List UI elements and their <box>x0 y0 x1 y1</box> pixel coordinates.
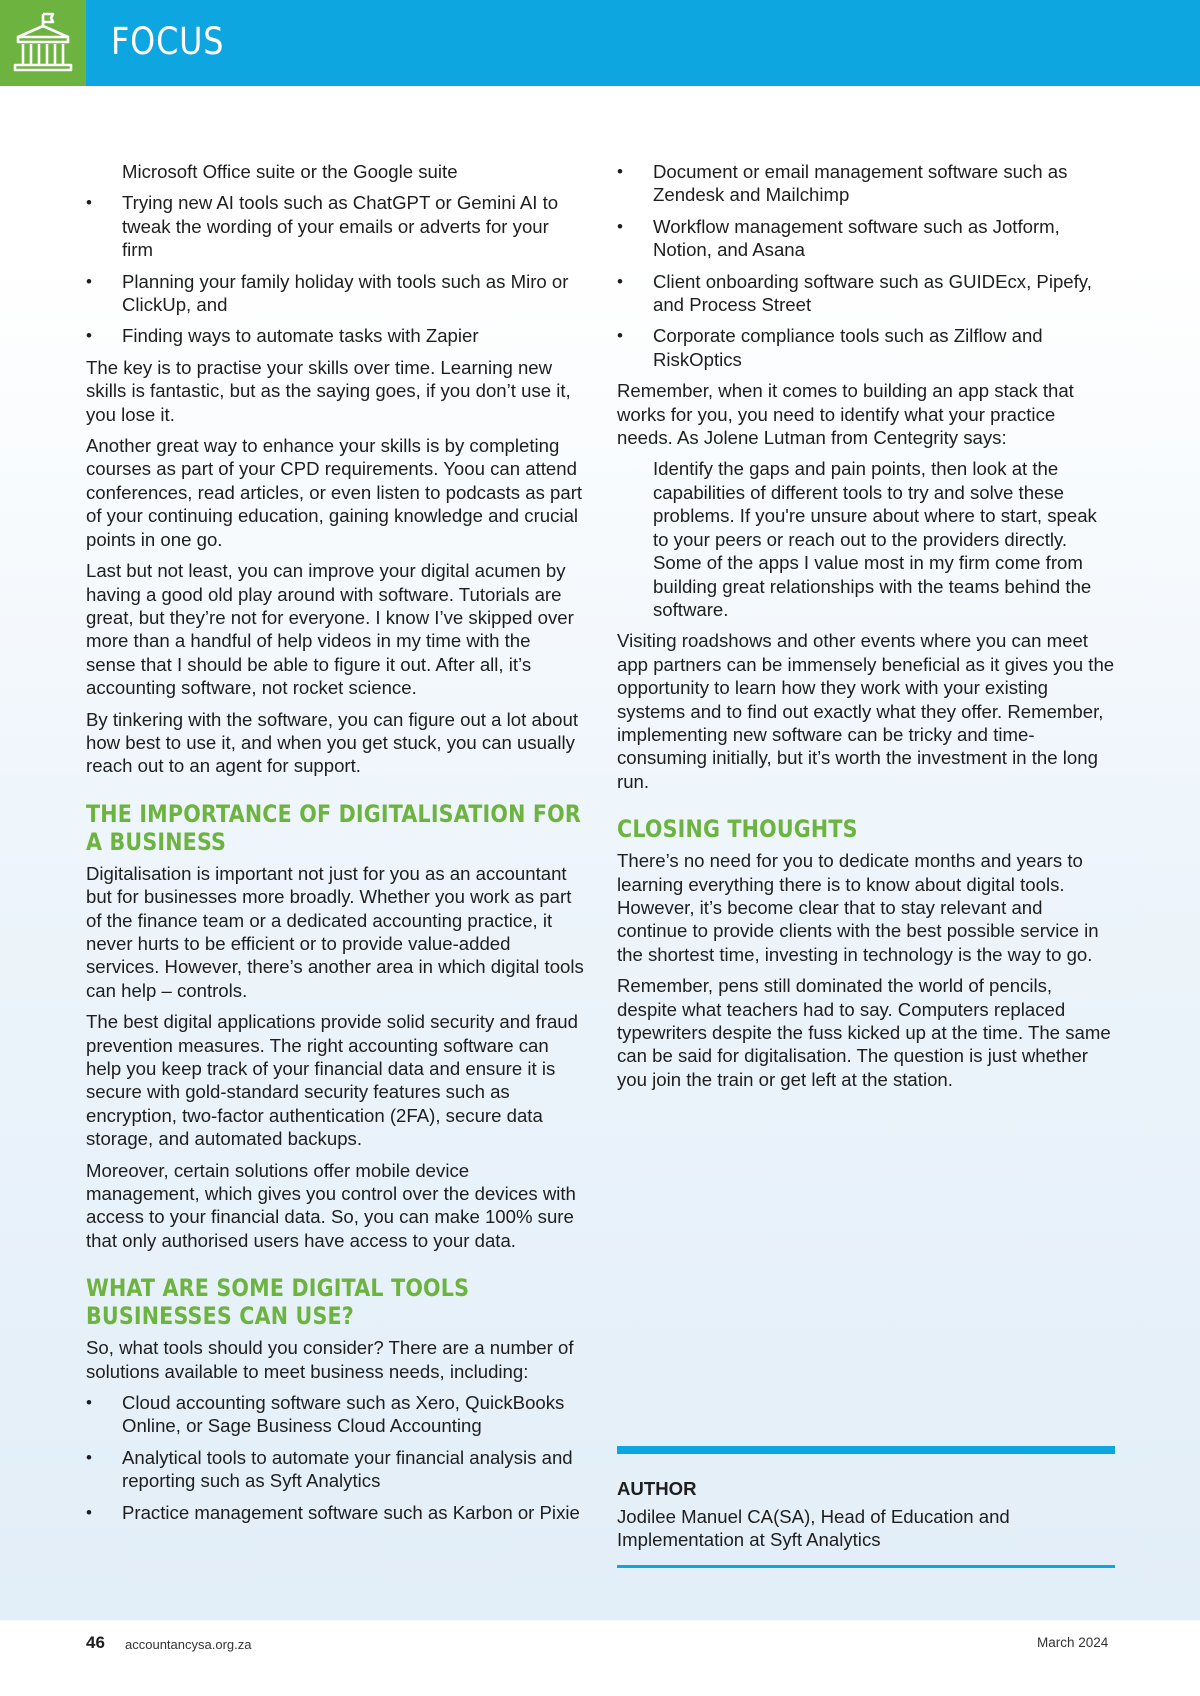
list-item: • Trying new AI tools such as ChatGPT or Gemini AI to tweak the wording of your emails or adverts for your firm <box>86 191 584 261</box>
body-paragraph: Digitalisation is important not just for you as an accountant but for businesses more broadly. Whether you work as part of the finance team or a dedicated accounting practice, it never hurts to be efficient or to provide value-added services. However, there’s another area in which digital tools can help – controls. <box>86 862 584 1001</box>
list-item: • Document or email management software such as Zendesk and Mailchimp <box>617 160 1116 207</box>
header-bar <box>0 0 1200 86</box>
list-item: • Cloud accounting software such as Xero, QuickBooks Online, or Sage Business Cloud Accounting <box>86 1391 584 1438</box>
issue-date: March 2024 <box>1037 1635 1109 1650</box>
section-heading: CLOSING THOUGHTS <box>617 815 858 844</box>
body-paragraph: Last but not least, you can improve your digital acumen by having a good old play around with software. Tutorials are great, but they’re not for everyone. I know I’ve skipped over more than a handful of help videos in my time with the sense that I should be able to figure it out. After all, it’s accounting software, not rocket science. <box>86 560 574 699</box>
list-item: • Planning your family holiday with tools such as Miro or ClickUp, and <box>86 270 584 317</box>
list-item: • Workflow management software such as Jotform, Notion, and Asana <box>617 215 1116 262</box>
footer <box>0 1621 1200 1696</box>
body-paragraph: By tinkering with the software, you can figure out a lot about how best to use it, and when you get stuck, you can usually reach out to an agent for support. <box>86 708 578 777</box>
author-label: AUTHOR <box>617 1478 697 1499</box>
list-item: • Finding ways to automate tasks with Zapier <box>86 324 584 347</box>
bullet-list <box>86 191 584 347</box>
body-paragraph: Remember, when it comes to building an app stack that works for you, you need to identify what your practice needs. As Jolene Lutman from Centegrity says: <box>617 380 1074 449</box>
author-box <box>617 1446 1115 1568</box>
body-paragraph: There’s no need for you to dedicate months and years to learning everything there is to know about digital tools. However, it’s become clear that to stay relevant and continue to provide clients with the best possible service in the shortest time, investing in technology is the way to go. <box>617 850 1099 965</box>
body-paragraph: So, what tools should you consider? There are a number of solutions available to meet business needs, including: <box>86 1337 574 1382</box>
bullet-list <box>86 1391 584 1524</box>
bullet-list <box>617 160 1116 371</box>
author-bio: Jodilee Manuel CA(SA), Head of Education and Implementation at Syft Analytics <box>617 1506 1010 1550</box>
list-item: • Analytical tools to automate your financial analysis and reporting such as Syft Analytics <box>86 1446 584 1493</box>
left-column <box>86 160 584 1532</box>
list-item: • Corporate compliance tools such as Zilflow and RiskOptics <box>617 324 1116 371</box>
building-icon <box>10 10 76 76</box>
body-paragraph: Remember, pens still dominated the world of pencils, despite what teachers had to say. Computers replaced typewriters despite the fuss kicked up at the time. The same can be said for digitalisation. The question is just whether you join the train or get left at the station. <box>617 975 1111 1090</box>
list-item: • Practice management software such as Karbon or Pixie <box>86 1501 584 1524</box>
body-paragraph: The best digital applications provide solid security and fraud prevention measures. The right accounting software can help you keep track of your financial data and ensure it is secure with gold-standard security features such as encryption, two-factor authentication (2FA), secure data storage, and automated backups. <box>86 1011 578 1150</box>
right-column <box>617 160 1116 1099</box>
section-title: FOCUS <box>111 20 225 63</box>
section-heading: WHAT ARE SOME DIGITAL TOOLS BUSINESSES CAN USE? <box>86 1274 470 1331</box>
body-paragraph: The key is to practise your skills over time. Learning new skills is fantastic, but as the saying goes, if you don’t use it, you lose it. <box>86 356 571 425</box>
body-paragraph: Another great way to enhance your skills is by completing courses as part of your CPD requirements. Yoou can attend conferences, read articles, or even listen to podcasts as part of your continuing education, gaining knowledge and crucial points in one go. <box>86 435 583 550</box>
page-number: 46 <box>86 1633 105 1652</box>
list-item: • Client onboarding software such as GUIDEcx, Pipefy, and Process Street <box>617 270 1116 317</box>
continued-bullet-text: Microsoft Office suite or the Google suite <box>122 161 458 182</box>
body-paragraph: Moreover, certain solutions offer mobile device management, which gives you control over the devices with access to your financial data. So, you can make 100% sure that only authorised users have access to your data. <box>86 1159 576 1251</box>
author-bottom-rule <box>617 1565 1115 1568</box>
body-paragraph: Visiting roadshows and other events where you can meet app partners can be immensely beneficial as it gives you the opportunity to learn how they work with your existing systems and to find out exactly what they offer. Remember, implementing new software can be tricky and time-consuming initially, but it’s worth the investment in the long run. <box>617 630 1115 792</box>
website-link[interactable]: accountancysa.org.za <box>125 1637 252 1652</box>
section-heading: THE IMPORTANCE OF DIGITALISATION FOR A BUSINESS <box>86 799 581 856</box>
block-quote: Identify the gaps and pain points, then look at the capabilities of different tools to try and solve these problems. If you're unsure about where to start, speak to your peers or reach out to the providers directly. Some of the apps I value most in my firm come from building great relationships with the teams behind the software. <box>653 458 1097 620</box>
author-top-rule <box>617 1446 1115 1454</box>
header-icon-box <box>0 0 86 86</box>
